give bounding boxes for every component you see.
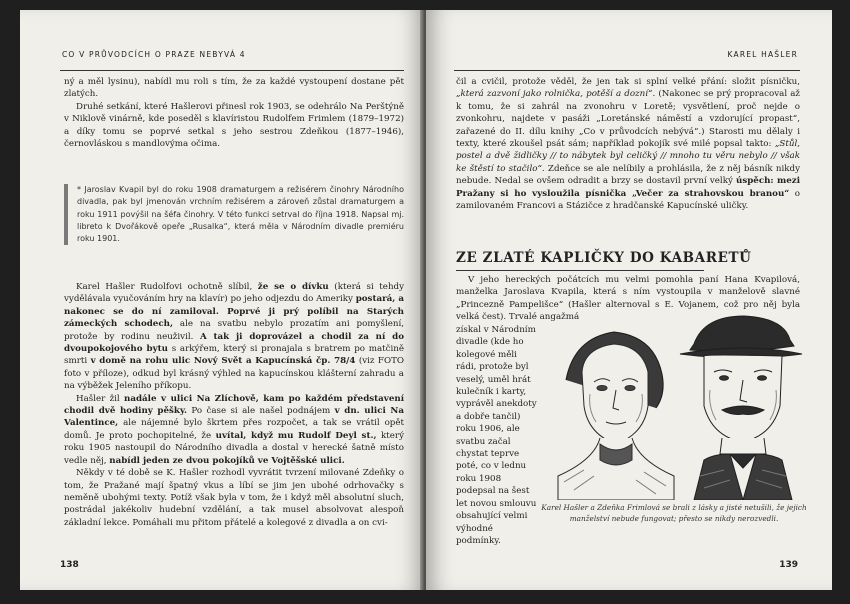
left-top-text bbox=[64, 76, 404, 150]
italic-run: „Stůl, postel a dvě židličky // to nábytek byl celičký // mnoho tu věru nebylo // však ke štěstí to stačilo“. bbox=[456, 139, 800, 174]
paragraph: V jeho hereckých počátcích mu velmi pomohla paní Hana Kvapilová, manželka Jaroslava Kvapila, která s ním vystoupila v manželově slavné „Princezně Pampelišce“ (Hašler alternoval s E. Vojanem, což pro něj byla velká čest). Trvalé angažmá bbox=[456, 275, 800, 323]
paragraph: Druhé setkání, které Hašlerovi přinesl rok 1903, se odehrálo Na Perštýně v Niklově vinárně, kde poseděl s klavíristou Rudolfem Frimlem (1879–1972) a díky tomu se poprvé setkal s jeho sestrou Zdeňkou (1877–1946), černovláskou s mandlovýma očima. bbox=[64, 101, 404, 150]
bold-run: uvítal, když mu Rudolf Deyl st., bbox=[215, 430, 377, 441]
woman-portrait bbox=[558, 332, 674, 500]
right-top-text bbox=[456, 76, 800, 212]
italic-run: „která zazvoní jako rolnička, potěší a dozní“. bbox=[456, 89, 656, 100]
bold-run: v dn. ulici Na Valentince, bbox=[64, 406, 404, 429]
bold-run: v domě na rohu ulic Nový Svět a Kapucínská čp. 78/4 bbox=[90, 356, 356, 367]
text-run: ale nájemné bylo škrtem přes rozpočet, a tak se vrátil opět domů. Je proto pochopitelné, že bbox=[64, 418, 404, 441]
paragraph: Někdy v té době se K. Hašler rozhodl vyvrátit tvrzení milované Zdeňky o tom, že Pražané mají špatný vkus a líbí se jim jen ubohé odrhovačky s neměně ubohými texty. Potíž však byla v tom, že i když měl absolutní sluch, postrádal jakékoliv hudební vzdělání, a tak musel absolvovat alespoň základní lekce. Pomáhali mu přitom přátelé a kolegové z divadla a on cvi- bbox=[64, 468, 404, 528]
man-portrait bbox=[680, 316, 802, 500]
paragraph bbox=[64, 393, 404, 467]
paragraph: ný a měl lysinu), nabídl mu roli s tím, že za každé vystoupení dostane pět zlatých. bbox=[64, 77, 404, 100]
section-heading-rule bbox=[456, 270, 704, 271]
text-run: Po čase si ale našel podnájem bbox=[187, 406, 335, 417]
right-running-header: KAREL HAŠLER bbox=[727, 50, 798, 59]
paragraph bbox=[64, 281, 404, 393]
text-run: (Nakonec se prý propracoval až k tomu, že si zahrál na zvonohru v Loretě; vysvětlení, proč nejde o zvonkohru, najdete v pasáži „Loretánské náměstí a vzdorující propast“, zařazené do II. dílu knihy „Co v průvodcích nebývá“.) Starosti mu dělaly i texty, které zkoušel psát sám; například pokojík své milé popsal takto: bbox=[456, 89, 800, 150]
section-heading: ZE ZLATÉ KAPLIČKY DO KABARETŮ bbox=[456, 250, 752, 266]
left-page bbox=[20, 10, 424, 590]
text-run: Zdeňce se ale nelíbily a prohlásila, že z něj básník nikdy nebude. Nedal se ovšem odradit a brzy se dostavil první velký bbox=[456, 163, 801, 187]
text-run: Hašler žil bbox=[76, 393, 124, 404]
bold-run: nadále v ulici Na Zlíchově, kam po každém představení chodil dvě hodiny pěšky. bbox=[64, 393, 404, 417]
left-header-rule bbox=[60, 70, 404, 71]
right-header-rule bbox=[454, 70, 800, 71]
left-main-text bbox=[64, 281, 404, 529]
footnote-box: * Jaroslav Kvapil byl do roku 1908 dramaturgem a režisérem činohry Národního divadla, pak byl jmenován vrchním režisérem a zároveň zůstal dramaturgem a roku 1911 povýšil na šéfa činohry. V této funkci setrval do října 1918. Napsal mj. libreto k Dvořákově opeře „Rusalka“, která měla v Národním divadle premiéru roku 1901. bbox=[64, 184, 404, 245]
right-page-number: 139 bbox=[779, 560, 798, 570]
right-page bbox=[426, 10, 832, 590]
bold-run: A tak ji doprovázel a chodil za ní do dvoupokojového bytu bbox=[64, 331, 404, 355]
left-running-header: CO V PRŮVODCÍCH O PRAZE NEBYVÁ 4 bbox=[62, 50, 246, 59]
text-run: o zamilovaném Francovi a Stázičce z hradčanské Kapucínské uličky. bbox=[456, 188, 800, 212]
text-run: (viz FOTO foto v příloze), odkud byl krásný výhled na kapucínskou klášterní zahradu a na výběžek Jeleního příkopu. bbox=[64, 356, 404, 392]
portrait-engraving-illustration bbox=[544, 310, 806, 500]
text-run: (která si tehdy vydělávala vyučováním hry na klavír) po jeho odjezdu do Ameriky bbox=[64, 282, 405, 305]
text-run: Karel Hašler Rudolfovi ochotně slíbil, bbox=[76, 282, 258, 292]
text-run: ale na svatbu nebylo prozatím ani pomyšlení, protože by rodinu neuživil. bbox=[64, 319, 404, 342]
paragraph: získal v Národním divadle (kde ho kolegové měli rádi, protože byl veselý, uměl hrát kulečník i karty, vyprávěl anekdoty a dobře tančil) roku 1906, ale svatbu začal chystat teprve poté, co v lednu roku 1908 podepsal na šest let novou smlouvu obsahující velmi výhodné podmínky. bbox=[456, 325, 537, 546]
text-run: který roku 1905 nastoupil do Národního divadla a dostal v herecké šatně místo vedle něj, bbox=[64, 430, 404, 466]
left-page-number: 138 bbox=[60, 560, 79, 570]
bold-run: postará, a nakonec se do ní zamiloval. Poprvé ji prý políbil na Starých zámeckých schodech, bbox=[64, 294, 404, 330]
text-run: s arkýřem, který si pronajala s bratrem po matčině smrti bbox=[64, 344, 404, 367]
right-para-narrow bbox=[456, 324, 538, 547]
illustration-caption: Karel Hašler a Zdeňka Frimlová se brali z lásky a jisté netušili, že jejich manželství nebude fungovat; přesto se nikdy nerozvedli. bbox=[541, 503, 807, 523]
bold-run: že se o dívku bbox=[257, 282, 329, 292]
bold-run: úspěch: mezi Pražany si ho vysloužila písnička „Večer za strahovskou branou“ bbox=[456, 176, 800, 199]
bold-run: nabídl jeden ze dvou pokojíků ve Vojtěšské ulici. bbox=[109, 455, 345, 466]
paragraph bbox=[456, 76, 800, 212]
text-run: čil a cvičil, protože věděl, že jen tak si splní velké přání: složit písničku, bbox=[456, 77, 800, 87]
